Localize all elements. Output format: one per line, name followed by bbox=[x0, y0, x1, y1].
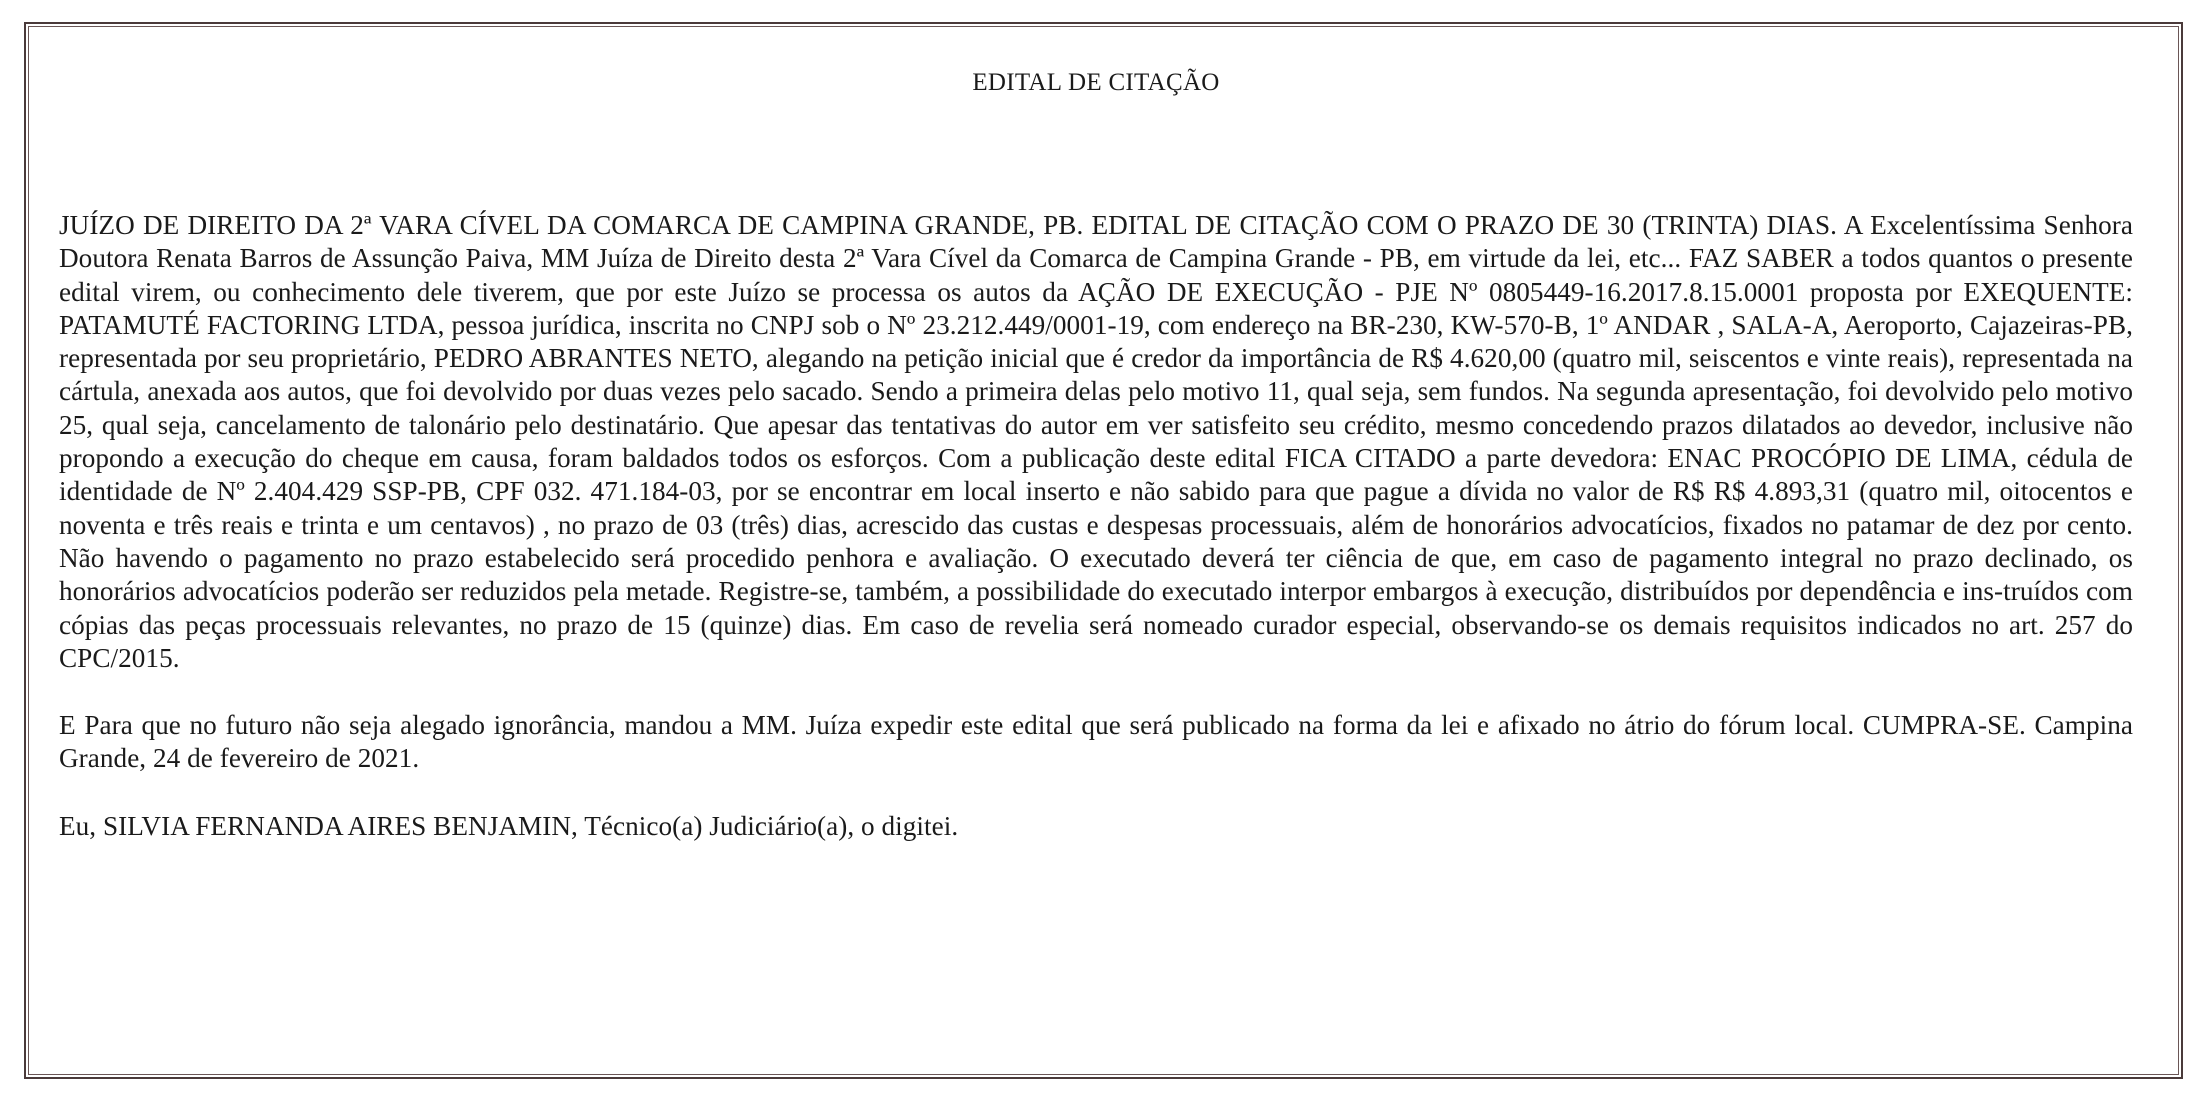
paragraph-spacer bbox=[59, 675, 2133, 709]
paragraph-order: E Para que no futuro não seja alegado ignorância, mandou a MM. Juíza expedir este edital que será publicado na forma da lei e afixado no átrio do fórum local. CUMPRA-SE. Campina Grande, 24 de fevereiro de 2021. bbox=[59, 710, 2133, 774]
document-body bbox=[59, 66, 2133, 843]
paragraph-signature: Eu, SILVIA FERNANDA AIRES BENJAMIN, Técnico(a) Judiciário(a), o digitei. bbox=[59, 810, 959, 841]
paragraph-spacer bbox=[59, 776, 2133, 810]
paragraph-citation-body: JUÍZO DE DIREITO DA 2ª VARA CÍVEL DA COMARCA DE CAMPINA GRANDE, PB. EDITAL DE CITAÇÃO COM O PRAZO DE 30 (TRINTA) DIAS. A Excelentíssima Senhora Doutora Renata Barros de Assunção Paiva, MM Juíza de Direito desta 2ª Vara Cível da Comarca de Campina Grande - PB, em virtude da lei, etc... FAZ SABER a todos quantos o presente edital virem, ou conhecimento dele tiverem, que por este Juízo se processa os autos da AÇÃO DE EXECUÇÃO - PJE Nº 0805449-16.2017.8.15.0001 proposta por EXEQUENTE: PATAMUTÉ FACTORING LTDA, pessoa jurídica, inscrita no CNPJ sob o Nº 23.212.449/0001-19, com endereço na BR-230, KW-570-B, 1º ANDAR , SALA-A, Aeroporto, Cajazeiras-PB, representada por seu proprietário, PEDRO ABRANTES NETO, alegando na petição inicial que é credor da importância de R$ 4.620,00 (quatro mil, seiscentos e vinte reais), representada na cártula, anexada aos autos, que foi devolvido por duas vezes pelo sacado. Sendo a primeira delas pelo motivo 11, qual seja, sem fundos. Na segunda apresentação, foi devolvido pelo motivo 25, qual seja, cancelamento de talonário pelo destinatário. Que apesar das tentativas do autor em ver satisfeito seu crédito, mesmo concedendo prazos dilatados ao devedor, inclusive não propondo a execução do cheque em causa, foram baldados todos os esforços. Com a publicação deste edital FICA CITADO a parte devedora: ENAC PROCÓPIO DE LIMA, cédula de identidade de Nº 2.404.429 SSP-PB, CPF 032. 471.184-03, por se encontrar em local inserto e não sabido para que pague a dívida no valor de R$ R$ 4.893,31 (quatro mil, oitocentos e noventa e três reais e trinta e um centavos) , no prazo de 03 (três) dias, acrescido das custas e despesas processuais, além de honorários advocatícios, fixados no patamar de dez por cento. Não havendo o pagamento no prazo estabelecido será procedido penhora e avaliação. O executado deverá ter ciência de que, em caso de pagamento integral no prazo declinado, os honorários advocatícios poderão ser reduzidos pela metade. Registre-se, também, a possibilidade do executado interpor embargos à execução, distribuídos por dependência e ins-truídos com cópias das peças processuais relevantes, no prazo de 15 (quinze) dias. Em caso de revelia será nomeado curador especial, observando-se os demais requisitos indicados no art. 257 do CPC/2015. bbox=[59, 210, 2133, 673]
document-title: EDITAL DE CITAÇÃO bbox=[972, 69, 1220, 96]
